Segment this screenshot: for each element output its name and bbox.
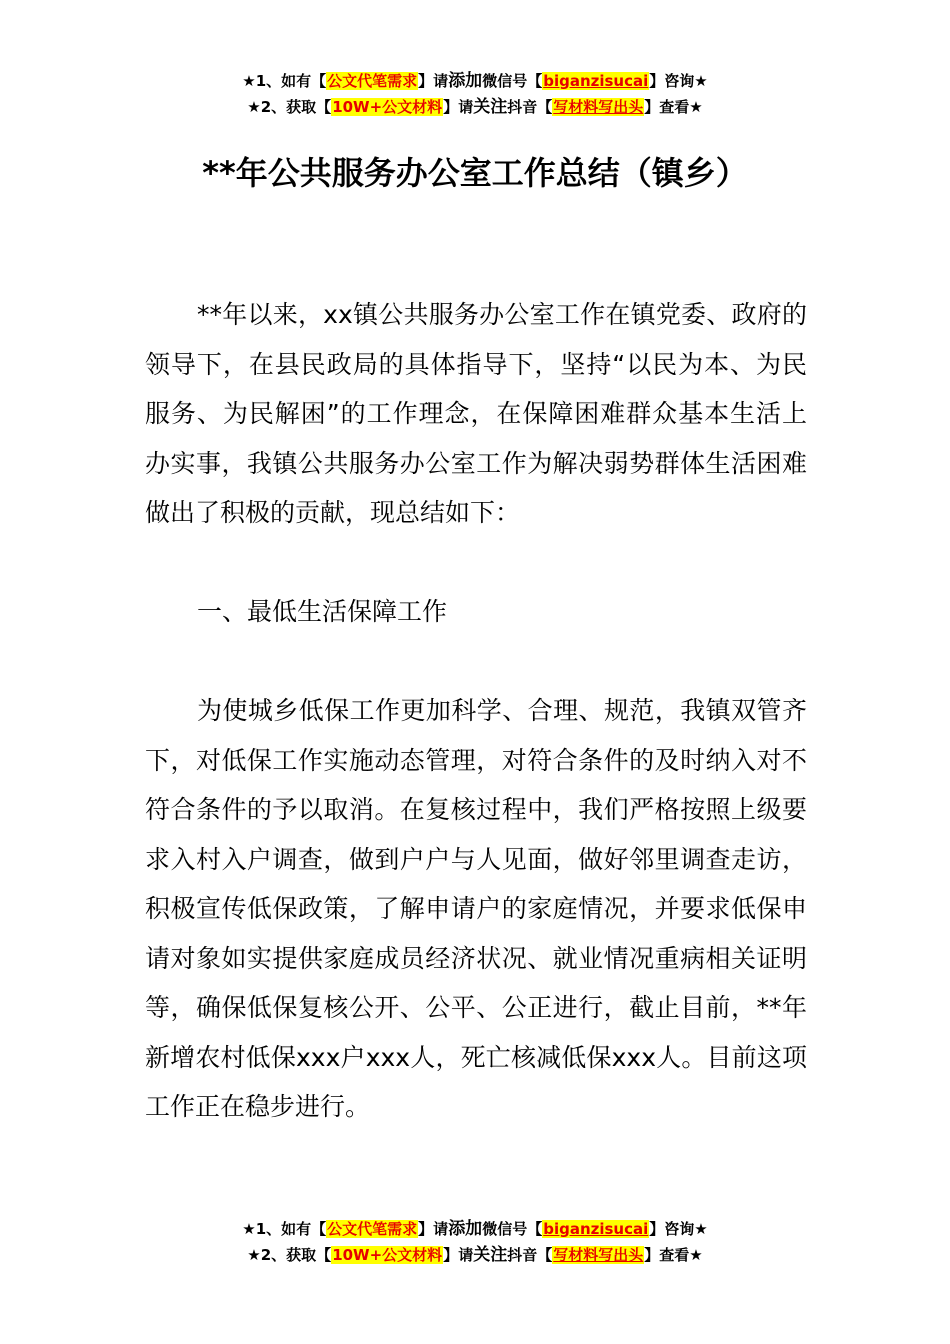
section-1-paragraph: 为使城乡低保工作更加科学、合理、规范，我镇双管齐下，对低保工作实施动态管理，对符合条件的及时纳入对不符合条件的予以取消。在复核过程中，我们严格按照上级要求入村入户调查，做到户户与人见面，做好邻里调查走访，积极宣传低保政策，了解申请户的家庭情况，并要求低保申请对象如实提供家庭成员经济状况、就业情况重病相关证明等，确保低保复核公开、公平、公正进行，截止目前，**年新增农村低保xxx户xxx人，死亡核减低保xxx人。目前这项工作正在稳步进行。 — [145, 696, 807, 1121]
ad-line-2-douyin-id[interactable]: 写材料写出头 — [553, 98, 644, 116]
ad-line-2 — [0, 1242, 950, 1268]
ad-line-1-highlight-service: 公文代笔需求 — [327, 1220, 418, 1238]
header-ad — [0, 68, 950, 120]
ad-line-2-highlight-materials: 10W+公文材料 — [332, 98, 443, 116]
ad-line-1-mid2: 微信号【 — [482, 1220, 543, 1238]
ad-line-2-highlight-materials: 10W+公文材料 — [332, 1246, 443, 1264]
ad-line-1-emphasis: 添加 — [448, 1219, 483, 1239]
document-title: **年公共服务办公室工作总结（镇乡） — [202, 154, 748, 192]
ad-line-2-douyin-id[interactable]: 写材料写出头 — [553, 1246, 644, 1264]
ad-line-1-wechat-id[interactable]: biganzisucai — [543, 1220, 649, 1238]
ad-line-1-wechat-id[interactable]: biganzisucai — [543, 72, 649, 90]
ad-line-2-mid2: 抖音【 — [507, 1246, 553, 1264]
ad-line-2-emphasis: 关注 — [473, 97, 508, 117]
ad-line-2-mid: 】请 — [443, 98, 474, 116]
ad-line-2-prefix: ★2、获取【 — [247, 1246, 332, 1264]
document-body — [145, 290, 807, 1132]
ad-line-1-mid: 】请 — [418, 72, 449, 90]
ad-line-2 — [0, 94, 950, 120]
footer-ad — [0, 1216, 950, 1268]
ad-line-1 — [0, 68, 950, 94]
ad-line-1-highlight-service: 公文代笔需求 — [327, 72, 418, 90]
ad-line-1 — [0, 1216, 950, 1242]
ad-line-1-mid2: 微信号【 — [482, 72, 543, 90]
ad-line-1-suffix: 】咨询★ — [649, 1220, 708, 1238]
ad-line-1-mid: 】请 — [418, 1220, 449, 1238]
ad-line-2-mid2: 抖音【 — [507, 98, 553, 116]
ad-line-2-prefix: ★2、获取【 — [247, 98, 332, 116]
ad-line-1-emphasis: 添加 — [448, 71, 483, 91]
ad-line-2-mid: 】请 — [443, 1246, 474, 1264]
intro-paragraph: **年以来，xx镇公共服务办公室工作在镇党委、政府的领导下，在县民政局的具体指导下，坚持“以民为本、为民服务、为民解困”的工作理念，在保障困难群众基本生活上办实事，我镇公共服务办公室工作为解决弱势群体生活困难做出了积极的贡献，现总结如下： — [145, 300, 807, 527]
paragraph-spacer — [145, 637, 807, 687]
ad-line-1-prefix: ★1、如有【 — [242, 72, 327, 90]
ad-line-2-emphasis: 关注 — [473, 1245, 508, 1265]
ad-line-2-suffix: 】查看★ — [644, 98, 703, 116]
paragraph-spacer — [145, 538, 807, 588]
section-1-heading: 一、最低生活保障工作 — [197, 597, 448, 626]
ad-line-1-prefix: ★1、如有【 — [242, 1220, 327, 1238]
ad-line-1-suffix: 】咨询★ — [649, 72, 708, 90]
ad-line-2-suffix: 】查看★ — [644, 1246, 703, 1264]
